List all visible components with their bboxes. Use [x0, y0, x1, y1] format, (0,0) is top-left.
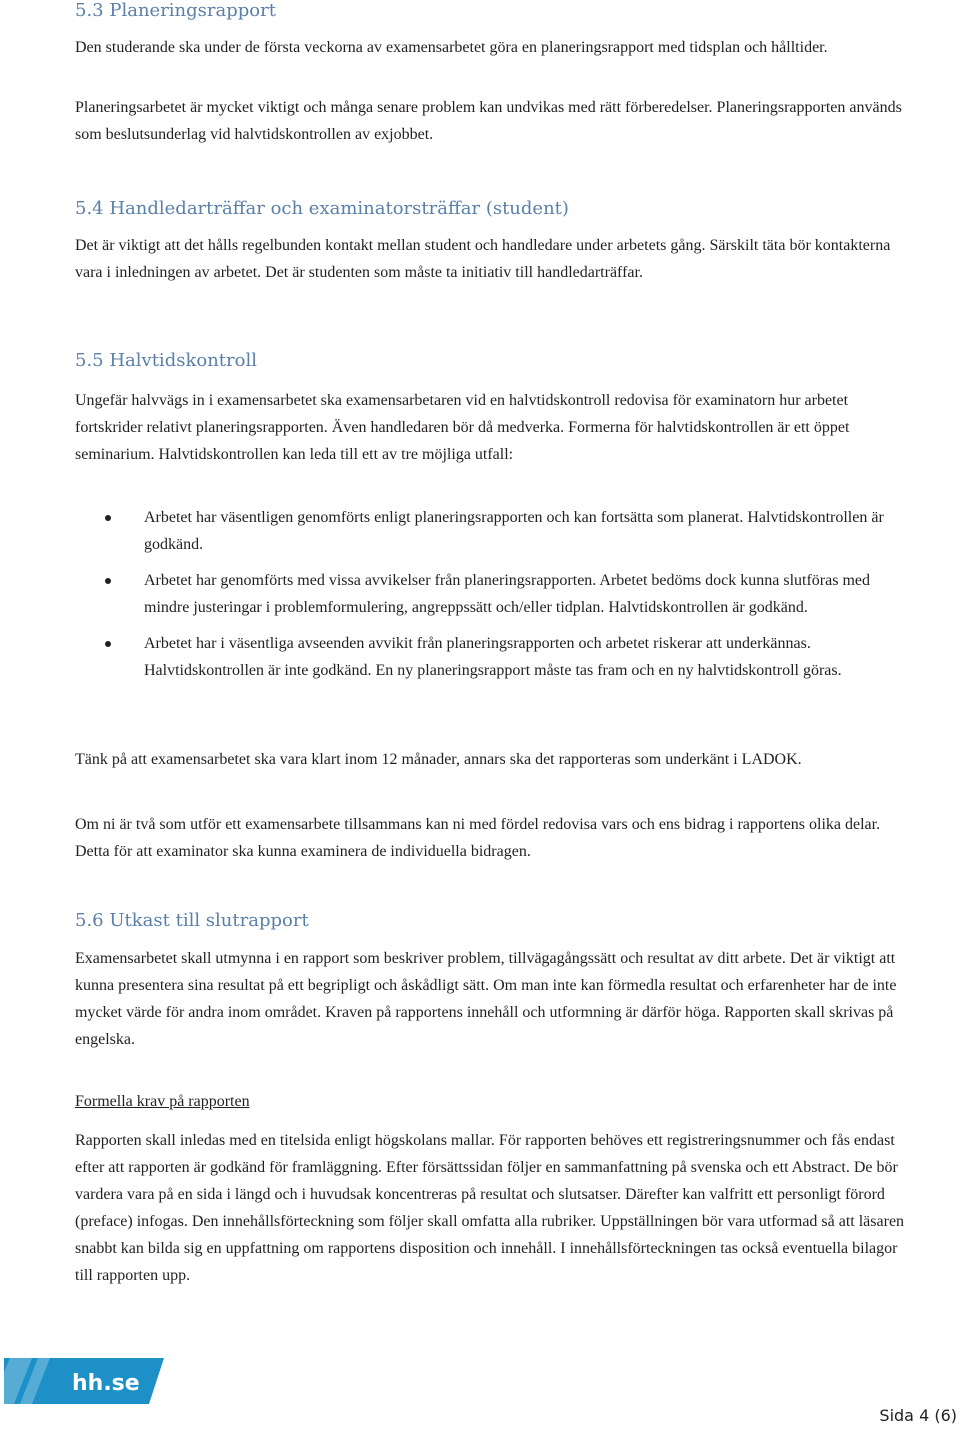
subsection-heading: Formella krav på rapporten — [75, 1093, 250, 1110]
outcome-list — [75, 504, 915, 693]
paragraph: Det är viktigt att det hålls regelbunden kontakt mellan student och handledare under arbetets gång. Särskilt täta bör kontakterna vara i inledningen av arbetet. Det är studenten som måste ta initiativ till handledarträffar. — [75, 237, 891, 281]
paragraph: Planeringsarbetet är mycket viktigt och många senare problem kan undvikas med rätt förberedelser. Planeringsrapporten används som beslutsunderlag vid halvtidskontrollen av exjobbet. — [75, 99, 902, 143]
bullet-icon — [105, 515, 111, 521]
bullet-icon — [105, 641, 111, 647]
section-formal-requirements — [75, 1090, 905, 1284]
paragraph: Examensarbetet skall utmynna i en rapport som beskriver problem, tillvägagångssätt och resultat av ditt arbete. Det är viktigt att kunna presentera sina resultat på ett begripligt och åskådligt sätt. Om man inte kan förmedla resultat och erfarenheter har de inte mycket värde för andra inom området. Kraven på rapportens innehåll och utformning är därför höga. Rapporten skall skrivas på engelska. — [75, 950, 897, 1048]
bullet-icon — [105, 578, 111, 584]
list-item: Arbetet har genomförts med vissa avvikelser från planeringsrapporten. Arbetet bedöms dock kunna slutföras med mindre justeringar i problemformulering, angreppssätt och/eller tidplan. Halvtidskontrollen är godkänd. — [75, 567, 915, 621]
section-heading: 5.6 Utkast till slutrapport — [75, 910, 309, 931]
section-5-5 — [75, 350, 850, 463]
list-item: Arbetet har i väsentliga avseenden avvikit från planeringsrapporten och arbetet riskerar att underkännas. Halvtidskontrollen är inte godkänd. En ny planeringsrapport måste tas fram och en ny halvtidskontroll göras. — [75, 630, 915, 684]
section-5-3 — [75, 0, 902, 143]
section-5-6 — [75, 910, 897, 1048]
section-heading: 5.5 Halvtidskontroll — [75, 350, 257, 371]
paragraph: Rapporten skall inledas med en titelsida enligt högskolans mallar. För rapporten behöves ett registreringsnummer och fås endast efter att rapporten är godkänd för framläggning. Efter försättssidan följer en sammanfattning på svenska och ett Abstract. De bör vardera vara på en sida i längd och i huvudsak koncentreras på resultat och slutsatser. Därefter kan valfritt ett personligt förord (preface) infogas. Den innehållsförteckning som följer skall omfatta alla rubriker. Uppställningen bör vara utformad så att läsaren snabbt kan bilda sig en uppfattning om rapportens disposition och innehåll. I innehållsförteckningen tas också eventuella bilagor till rapporten upp. — [75, 1132, 905, 1284]
logo-text: hh.se — [72, 1371, 140, 1396]
paragraph: Tänk på att examensarbetet ska vara klart inom 12 månader, annars ska det rapporteras som underkänt i LADOK. — [75, 751, 802, 768]
section-heading: 5.3 Planeringsrapport — [75, 0, 276, 21]
paragraph: Om ni är två som utför ett examensarbete tillsammans kan ni med fördel redovisa vars och ens bidrag i rapportens olika delar. Detta för att examinator ska kunna examinera de individuella bidragen. — [75, 816, 881, 860]
section-5-4 — [75, 198, 891, 281]
paragraph: Den studerande ska under de första veckorna av examensarbetet göra en planeringsrapport med tidsplan och hålltider. — [75, 39, 828, 56]
section-heading: 5.4 Handledarträffar och examinatorsträffar (student) — [75, 198, 569, 219]
hh-logo — [4, 1358, 164, 1404]
list-item: Arbetet har väsentligen genomförts enligt planeringsrapporten och kan fortsätta som planerat. Halvtidskontrollen är godkänd. — [75, 504, 915, 558]
page-number: Sida 4 (6) — [879, 1406, 957, 1425]
paragraph: Ungefär halvvägs in i examensarbetet ska examensarbetaren vid en halvtidskontroll redovisa för examinatorn hur arbetet fortskrider relativt planeringsrapporten. Även handledaren bör då medverka. Formerna för halvtidskontrollen är ett öppet seminarium. Halvtidskontrollen kan leda till ett av tre möjliga utfall: — [75, 392, 850, 463]
